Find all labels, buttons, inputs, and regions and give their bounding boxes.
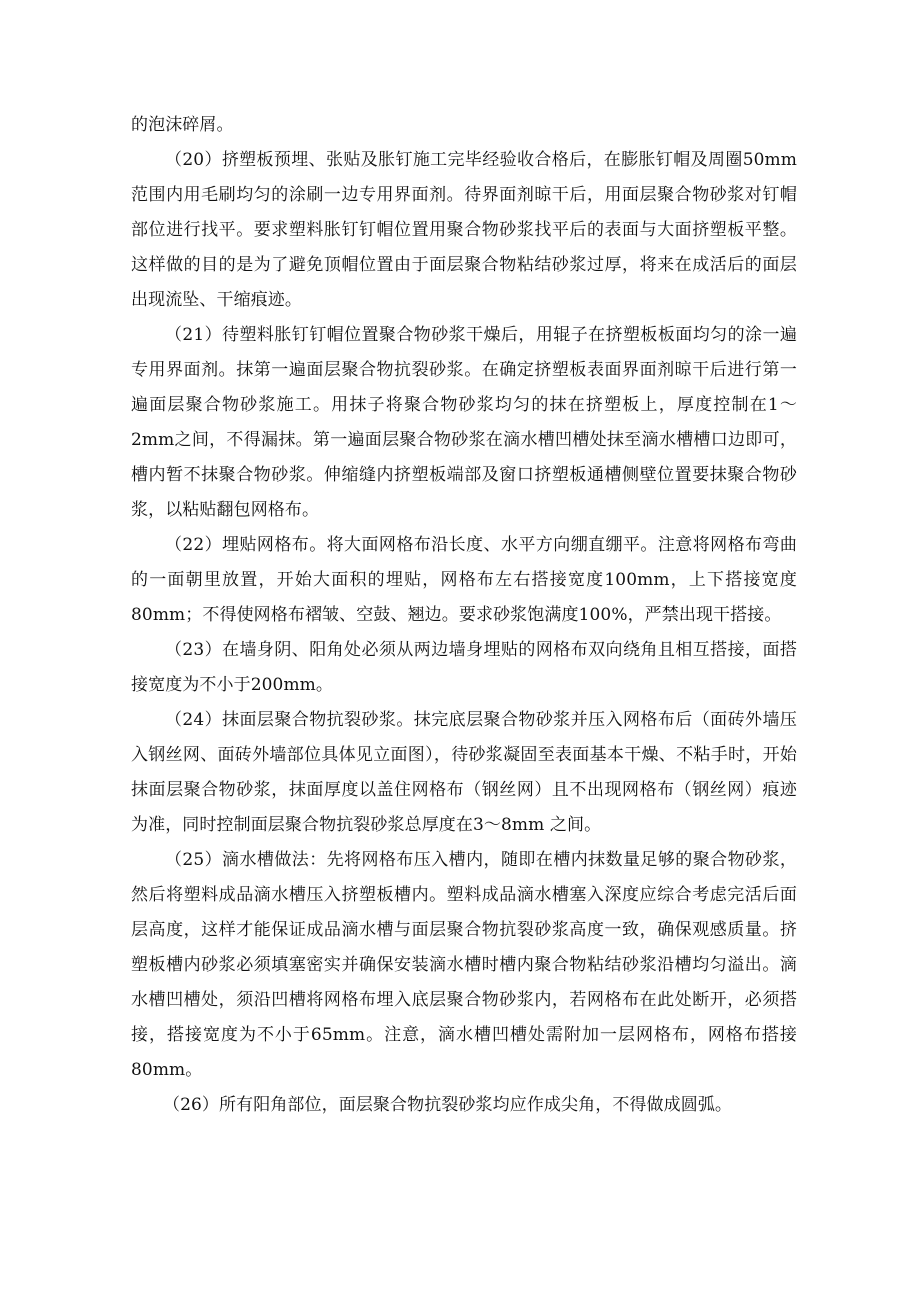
paragraph-item-26: （26）所有阳角部位，面层聚合物抗裂砂浆均应作成尖角，不得做成圆弧。 [163, 1095, 733, 1115]
paragraph-item-22: （22）埋贴网格布。将大面网格布沿长度、水平方向绷直绷平。注意将网格布弯曲的一面朝里放置，开始大面积的埋贴，网格布左右搭接宽度100mm，上下搭接宽度80mm；不得使网格布褶皱、空鼓、翘边。要求砂浆饱满度100%，严禁出现干搭接。 [131, 535, 797, 625]
paragraph-item-23: （23）在墙身阴、阳角处必须从两边墙身埋贴的网格布双向绕角且相互搭接，面搭接宽度为不小于200mm。 [131, 640, 797, 695]
document-body [131, 108, 797, 1123]
paragraph-item-25: （25）滴水槽做法：先将网格布压入槽内，随即在槽内抹数量足够的聚合物砂浆，然后将塑料成品滴水槽压入挤塑板槽内。塑料成品滴水槽塞入深度应综合考虑完活后面层高度，这样才能保证成品滴水槽与面层聚合物抗裂砂浆高度一致，确保观感质量。挤塑板槽内砂浆必须填塞密实并确保安装滴水槽时槽内聚合物粘结砂浆沿槽均匀溢出。滴水槽凹槽处，须沿凹槽将网格布埋入底层聚合物砂浆内，若网格布在此处断开，必须搭接，搭接宽度为不小于65mm。注意，滴水槽凹槽处需附加一层网格布，网格布搭接80mm。 [131, 850, 797, 1080]
paragraph-item-20: （20）挤塑板预埋、张贴及胀钉施工完毕经验收合格后，在膨胀钉帽及周圈50mm范围内用毛刷均匀的涂刷一边专用界面剂。待界面剂晾干后，用面层聚合物砂浆对钉帽部位进行找平。要求塑料胀钉钉帽位置用聚合物砂浆找平后的表面与大面挤塑板平整。这样做的目的是为了避免顶帽位置由于面层聚合物粘结砂浆过厚，将来在成活后的面层出现流坠、干缩痕迹。 [131, 150, 797, 310]
paragraph-item-24: （24）抹面层聚合物抗裂砂浆。抹完底层聚合物砂浆并压入网格布后（面砖外墙压入钢丝网、面砖外墙部位具体见立面图），待砂浆凝固至表面基本干燥、不粘手时，开始抹面层聚合物砂浆，抹面厚度以盖住网格布（钢丝网）且不出现网格布（钢丝网）痕迹为准，同时控制面层聚合物抗裂砂浆总厚度在3～8mm 之间。 [131, 710, 797, 835]
paragraph-item-21: （21）待塑料胀钉钉帽位置聚合物砂浆干燥后，用辊子在挤塑板板面均匀的涂一遍专用界面剂。抹第一遍面层聚合物抗裂砂浆。在确定挤塑板表面界面剂晾干后进行第一遍面层聚合物砂浆施工。用抹子将聚合物砂浆均匀的抹在挤塑板上，厚度控制在1～2mm之间，不得漏抹。第一遍面层聚合物砂浆在滴水槽凹槽处抹至滴水槽槽口边即可，槽内暂不抹聚合物砂浆。伸缩缝内挤塑板端部及窗口挤塑板通槽侧壁位置要抹聚合物砂浆，以粘贴翻包网格布。 [131, 325, 797, 520]
paragraph-continuation: 的泡沫碎屑。 [131, 115, 234, 135]
